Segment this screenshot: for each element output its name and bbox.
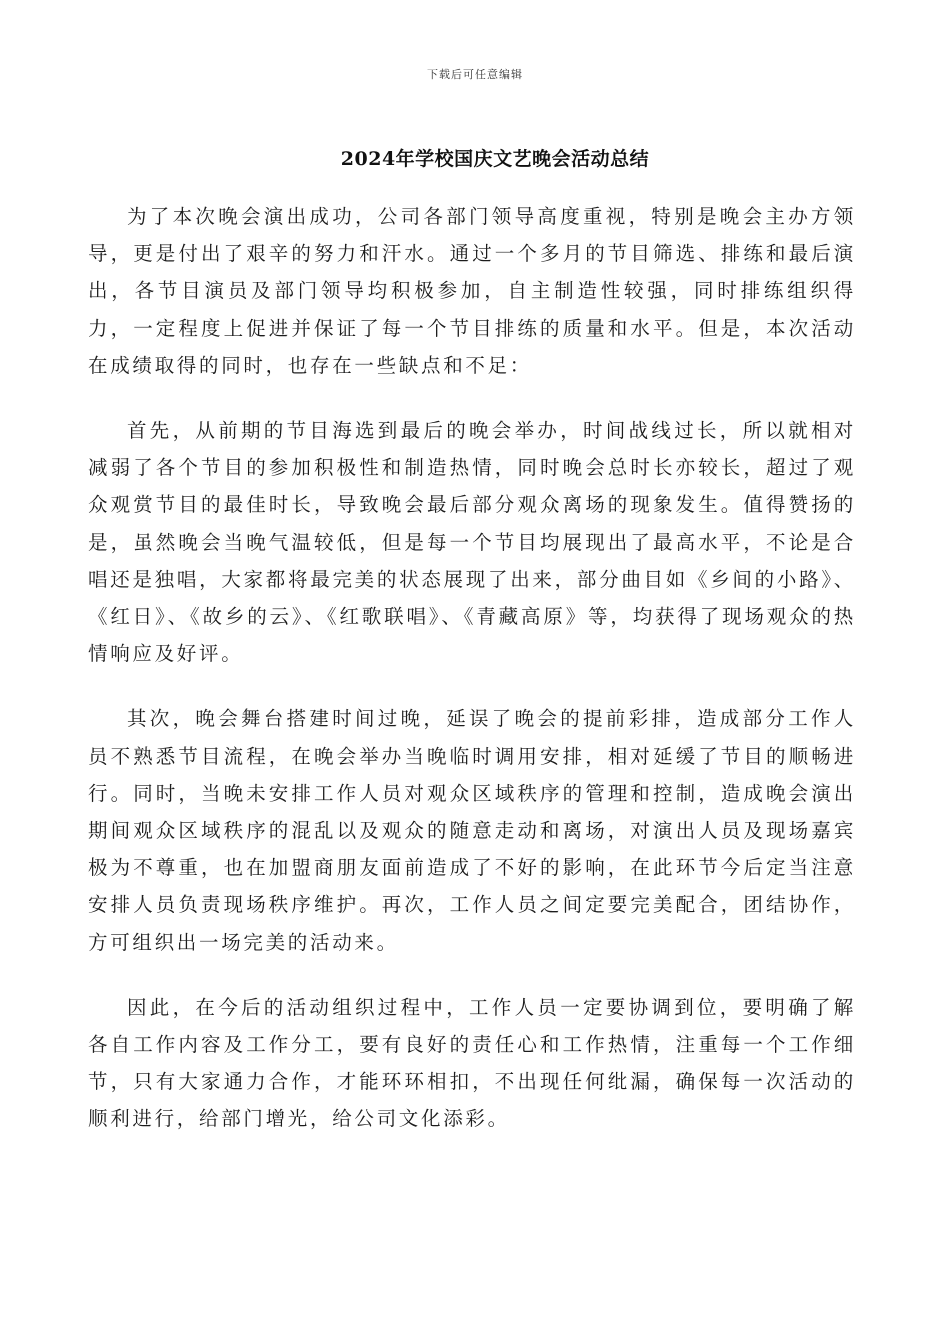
document-body — [88, 198, 856, 1138]
header-note: 下载后可任意编辑 — [427, 68, 523, 81]
document-title: 2024年学校国庆文艺晚会活动总结 — [340, 148, 650, 170]
paragraph-4: 因此，在今后的活动组织过程中，工作人员一定要协调到位，要明确了解各自工作内容及工作分工，要有良好的责任心和工作热情，注重每一个工作细节，只有大家通力合作，才能环环相扣，不出现任何纰漏，确保每一次活动的顺利进行，给部门增光，给公司文化添彩。 — [88, 995, 856, 1131]
paragraph-2: 首先，从前期的节目海选到最后的晚会举办，时间战线过长，所以就相对减弱了各个节目的参加积极性和制造热情，同时晚会总时长亦较长，超过了观众观赏节目的最佳时长，导致晚会最后部分观众离场的现象发生。值得赞扬的是，虽然晚会当晚气温较低，但是每一个节目均展现出了最高水平，不论是合唱还是独唱，大家都将最完美的状态展现了出来，部分曲目如《乡间的小路》、《红日》、《故乡的云》、《红歌联唱》、《青藏高原》等，均获得了现场观众的热情响应及好评。 — [88, 419, 856, 666]
paragraph-3: 其次，晚会舞台搭建时间过晚，延误了晚会的提前彩排，造成部分工作人员不熟悉节目流程，在晚会举办当晚临时调用安排，相对延缓了节目的顺畅进行。同时，当晚未安排工作人员对观众区域秩序的管理和控制，造成晚会演出期间观众区域秩序的混乱以及观众的随意走动和离场，对演出人员及现场嘉宾极为不尊重，也在加盟商朋友面前造成了不好的影响，在此环节今后定当注意安排人员负责现场秩序维护。再次，工作人员之间定要完美配合，团结协作，方可组织出一场完美的活动来。 — [88, 707, 856, 954]
paragraph-1: 为了本次晚会演出成功，公司各部门领导高度重视，特别是晚会主办方领导，更是付出了艰辛的努力和汗水。通过一个多月的节目筛选、排练和最后演出，各节目演员及部门领导均积极参加，自主制造性较强，同时排练组织得力，一定程度上促进并保证了每一个节目排练的质量和水平。但是，本次活动在成绩取得的同时，也存在一些缺点和不足： — [88, 205, 856, 377]
